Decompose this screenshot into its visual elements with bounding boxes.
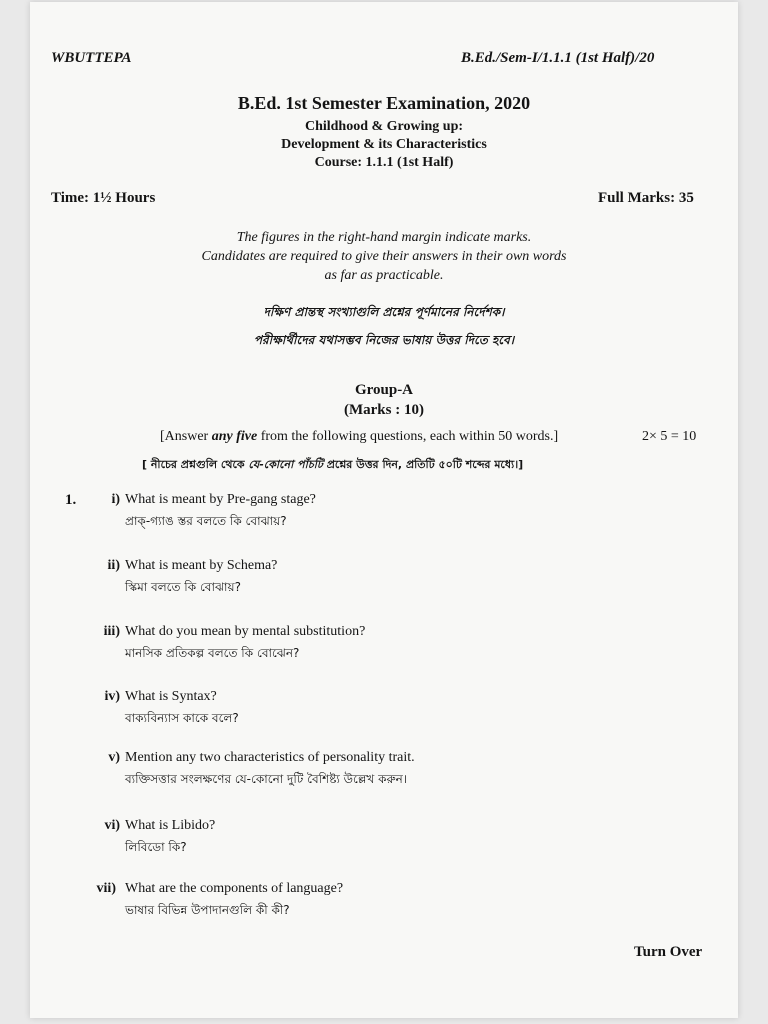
turn-over: Turn Over xyxy=(634,944,703,960)
sub-question-text-bengali: বাক্যবিন্যাস কাকে বলে? xyxy=(125,711,239,725)
answer-instruction-emph: any five xyxy=(211,429,258,444)
sub-question-number: i) xyxy=(111,492,120,507)
sub-question-number: vii) xyxy=(96,881,116,896)
marks-calculation: 2× 5 = 10 xyxy=(642,429,697,444)
sub-question-text-bengali: প্রাক্-গ্যাঙ স্তর বলতে কি বোঝায়? xyxy=(125,514,287,528)
header-left: WBUTTEPA xyxy=(51,50,132,66)
paper-title-line2: Development & its Characteristics xyxy=(281,137,487,152)
sub-question-text-bengali: মানসিক প্রতিকল্প বলতে কি বোঝেন? xyxy=(125,646,300,660)
full-marks: Full Marks: 35 xyxy=(598,190,694,206)
answer-instruction-bn-emph: যে-কোনো পাঁচটি xyxy=(248,458,323,471)
sub-question-text: Mention any two characteristics of personality trait. xyxy=(125,750,415,765)
exam-time: Time: 1½ Hours xyxy=(51,190,156,206)
answer-instruction-en xyxy=(160,429,558,445)
answer-instruction-pre: [Answer xyxy=(160,429,212,444)
sub-question-number: vi) xyxy=(104,818,120,833)
sub-question-number: iii) xyxy=(103,624,120,639)
instruction-en-line2: Candidates are required to give their answers in their own words xyxy=(201,249,567,264)
sub-question-text: What is meant by Schema? xyxy=(125,558,278,573)
header-right: B.Ed./Sem-I/1.1.1 (1st Half)/20 xyxy=(461,50,655,66)
instruction-en-line1: The figures in the right-hand margin indicate marks. xyxy=(236,230,532,245)
answer-instruction-bn xyxy=(142,456,523,475)
sub-question-number: iv) xyxy=(104,689,120,704)
sub-question-text: What are the components of language? xyxy=(125,881,344,896)
sub-question-text: What do you mean by mental substitution? xyxy=(125,624,366,639)
sub-question-text-bengali: ভাষার বিভিন্ন উপাদানগুলি কী কী? xyxy=(125,903,290,917)
group-title: Group-A xyxy=(354,382,414,398)
instruction-en-line3: as far as practicable. xyxy=(324,268,444,283)
instruction-bn-line2: পরীক্ষার্থীদের যথাসম্ভব নিজের ভাষায় উত্তর দিতে হবে। xyxy=(253,333,515,347)
sub-question-text: What is Syntax? xyxy=(125,689,217,704)
answer-instruction-bn-post: প্রশ্নের উত্তর দিন, প্রতিটি ৫০টি শব্দের মধ্যে।] xyxy=(322,458,524,471)
sub-question-number: ii) xyxy=(107,558,120,573)
group-marks: (Marks : 10) xyxy=(344,402,424,418)
exam-page xyxy=(30,2,738,1018)
sub-question-text-bengali: স্কিমা বলতে কি বোঝায়? xyxy=(125,580,241,594)
course-line: Course: 1.1.1 (1st Half) xyxy=(314,155,454,170)
sub-question-number: v) xyxy=(108,750,120,765)
sub-question-text-bengali: লিবিডো কি? xyxy=(125,840,187,854)
instruction-bn-line1: দক্ষিণ প্রান্তস্থ সংখ্যাগুলি প্রশ্নের পূর্ণমানের নির্দেশক। xyxy=(263,305,505,319)
question-number: 1. xyxy=(65,492,77,508)
exam-title: B.Ed. 1st Semester Examination, 2020 xyxy=(237,93,531,113)
sub-question-text: What is meant by Pre-gang stage? xyxy=(125,492,316,507)
paper-title-line1: Childhood & Growing up: xyxy=(304,119,464,134)
sub-question-text-bengali: ব্যক্তিসত্তার সংলক্ষণের যে-কোনো দুটি বৈশিষ্ট্য উল্লেখ করুন। xyxy=(125,772,408,786)
answer-instruction-post: from the following questions, each within 50 words.] xyxy=(257,429,559,444)
answer-instruction-bn-pre: [ নীচের প্রশ্নগুলি থেকে xyxy=(142,458,249,471)
sub-question-text: What is Libido? xyxy=(125,818,216,833)
